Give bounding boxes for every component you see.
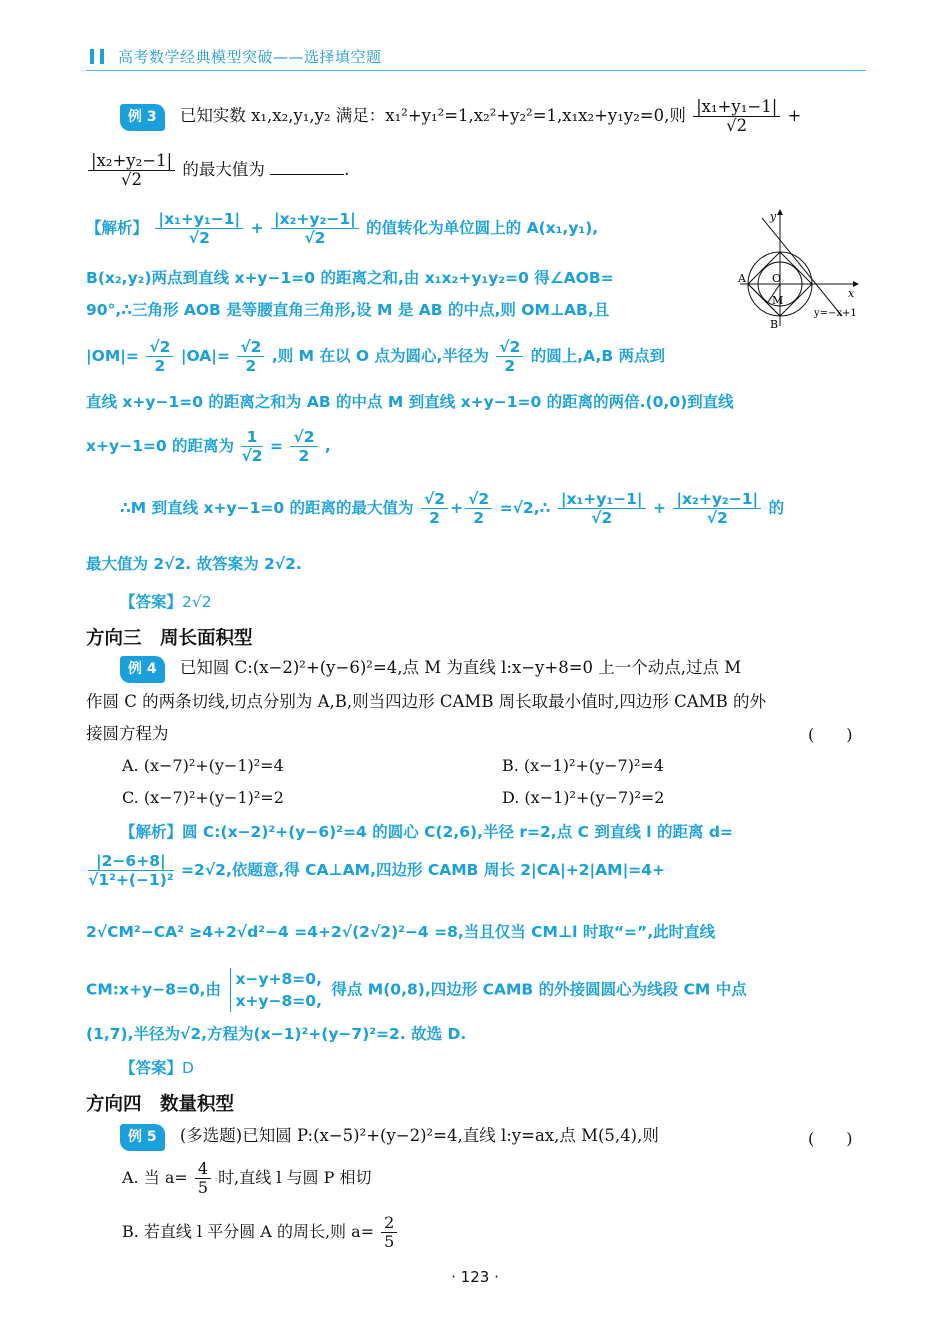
solution4-line5: (1,7),半径为√2,方程为(x−1)²+(y−7)²=2. 故选 D. <box>86 1025 467 1043</box>
solution4-line1: 【解析】圆 C:(x−2)²+(y−6)²=4 的圆心 C(2,6),半径 r=2,点 C 到直线 l 的距离 d= <box>120 823 733 841</box>
fig-o-label: O <box>772 272 782 285</box>
example4-line1: 例 4 已知圆 C:(x−2)²+(y−6)²=4,点 M 为直线 l:x−y+8=0 上一个动点,过点 M <box>120 656 741 683</box>
example3-frac2: $\frac{\text{|x₂+y₂−1|}}{√2}$ <box>88 152 175 189</box>
header-title: 高考数学经典模型突破——选择填空题 <box>118 48 382 66</box>
answer-blank <box>270 158 344 175</box>
section4-title: 方向四 数量积型 <box>86 1094 235 1115</box>
fig-a-label: A <box>738 272 746 285</box>
example5-tag: 例 5 <box>120 1124 165 1151</box>
example5-option-a: A. 当 a= $\frac{4}{5}$ 时,直线 l 与圆 P 相切 <box>122 1159 372 1197</box>
example3-frac1: $\frac{\text{|x₁+y₁−1|}}{√2}$ <box>693 98 780 135</box>
example3-tag: 例 3 <box>120 104 165 131</box>
example5-paren: ( ) <box>808 1129 853 1148</box>
example3-stem-line2: $\frac{\text{|x₂+y₂−1|}}{√2}$ 的最大值为 . <box>86 152 349 189</box>
fig-m-label: M <box>772 294 784 307</box>
solution3-line3: 90°,∴三角形 AOB 是等腰直角三角形,设 M 是 AB 的中点,则 OM⊥AB,且 <box>86 301 610 319</box>
solution3-line8: 最大值为 2√2. 故答案为 2√2. <box>86 555 302 573</box>
example3-stem: 已知实数 x₁,x₂,y₁,y₂ 满足：x₁²+y₁²=1,x₂²+y₂²=1,x₁x₂+y₁y₂=0,则 <box>179 106 686 125</box>
solution3-line7: ∴M 到直线 x+y−1=0 的距离的最大值为 $\frac{√2}{2}$ + $\frac{√2}{2}$ =√2,∴ $\frac{\text{|x₁+y₁−1|}}{√2}$ + $\frac{\text{|x₂+y₂−1|}}{√2}$ 的 <box>120 490 785 527</box>
fig-b-label: B <box>770 318 779 331</box>
example5-stem: 例 5 (多选题)已知圆 P:(x−5)²+(y−2)²=4,直线 l:y=ax,点 M(5,4),则 <box>120 1124 659 1151</box>
page-number: · 123 · <box>451 1268 499 1286</box>
solution3-line6: x+y−1=0 的距离为 $\frac{1}{√2}$ = $\frac{√2}{2}$ , <box>86 428 331 465</box>
solution3-line4: |OM|= $\frac{√2}{2}$ |OA|= $\frac{√2}{2}$ ,则 M 在以 O 点为圆心,半径为 $\frac{√2}{2}$ 的圆上,A,B 两点到 <box>86 338 666 375</box>
example4-tag: 例 4 <box>120 656 165 683</box>
running-header <box>86 40 866 71</box>
example4-line3: 接圆方程为 <box>86 724 169 743</box>
example3-stem-line1: 例 3 已知实数 x₁,x₂,y₁,y₂ 满足：x₁²+y₁²=1,x₂²+y₂²=1,x₁x₂+y₁y₂=0,则 $\frac{\text{|x₁+y₁−1|}}{√2}$ + <box>120 98 801 135</box>
example4-option-a: A. (x−7)²+(y−1)²=4 <box>122 756 284 775</box>
solution3-line2: B(x₂,y₂)两点到直线 x+y−1=0 的距离之和,由 x₁x₂+y₁y₂=0 得∠AOB= <box>86 269 614 287</box>
example4-option-b: B. (x−1)²+(y−7)²=4 <box>502 756 664 775</box>
answer3: 【答案】2√2 <box>120 593 212 611</box>
fig-line-label: y=−x+1 <box>814 308 857 319</box>
solution4-line2: $\frac{|2-6+8|}{\text{√1²+(−1)²}}$ =2√2,依题意,得 CA⊥AM,四边形 CAMB 周长 2|CA|+2|AM|=4+ <box>88 852 666 889</box>
solution4-line3: 2√CM²−CA² ≥4+2√d²−4 =4+2√(2√2)²−4 =8,当且仅当 CM⊥l 时取“=”,此时直线 <box>86 923 716 941</box>
answer4: 【答案】D <box>120 1059 194 1077</box>
section3-title: 方向三 周长面积型 <box>86 628 253 649</box>
solution4-line4: CM:x+y−8=0,由 x−y+8=0, x+y−8=0, 得点 M(0,8),四边形 CAMB 的外接圆圆心为线段 CM 中点 <box>86 970 747 1010</box>
fig-y-label: y <box>770 210 777 223</box>
header-bars-icon <box>90 49 110 68</box>
example4-paren: ( ) <box>808 725 853 744</box>
example4-option-d: D. (x−1)²+(y−7)²=2 <box>502 788 665 807</box>
unit-circle-figure <box>732 206 872 336</box>
example4-option-c: C. (x−7)²+(y−1)²=2 <box>122 788 284 807</box>
equation-system: x−y+8=0, x+y−8=0, <box>230 968 322 1012</box>
solution3-line5: 直线 x+y−1=0 的距离之和为 AB 的中点 M 到直线 x+y−1=0 的距离的两倍.(0,0)到直线 <box>86 393 734 411</box>
solution3-line1: 【解析】 $\frac{\text{|x₁+y₁−1|}}{√2}$ + $\frac{\text{|x₂+y₂−1|}}{√2}$ 的值转化为单位圆上的 A(x₁,y₁), <box>86 210 599 247</box>
fig-x-label: x <box>848 287 855 300</box>
example4-line2: 作圆 C 的两条切线,切点分别为 A,B,则当四边形 CAMB 周长取最小值时,四边形 CAMB 的外 <box>86 692 766 711</box>
example5-option-b: B. 若直线 l 平分圆 A 的周长,则 a= $\frac{2}{5}$ <box>122 1214 399 1251</box>
